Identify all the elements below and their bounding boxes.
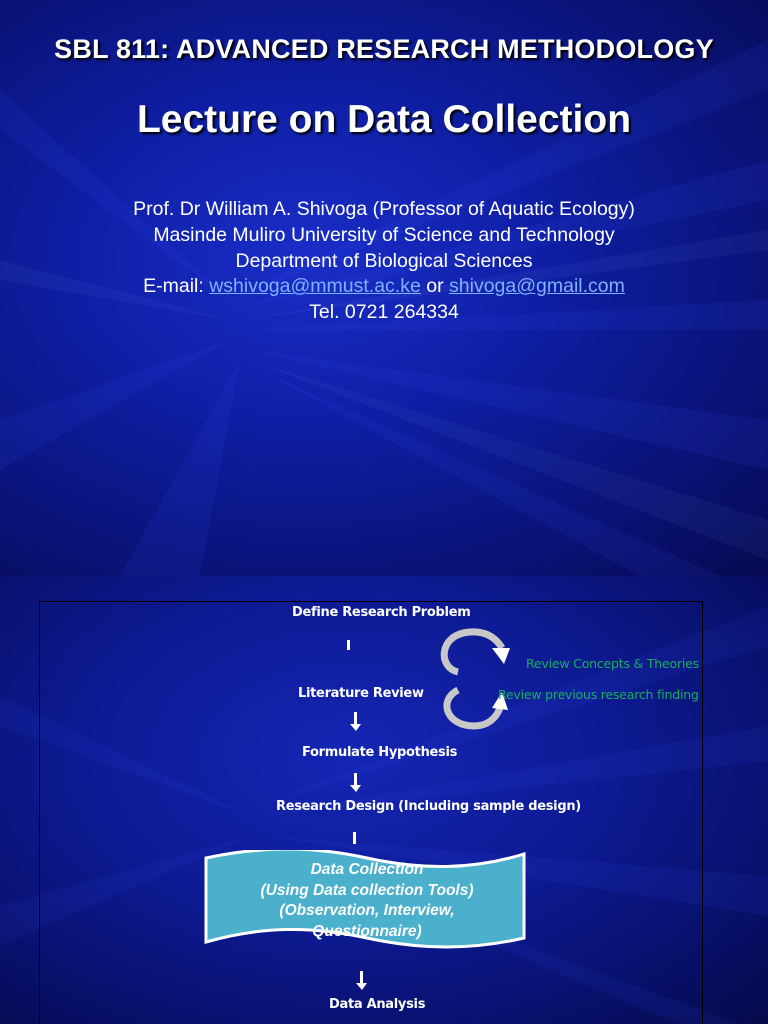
data-collection-box [202, 850, 532, 950]
email-line [0, 274, 768, 300]
email-separator: or [426, 275, 444, 298]
down-arrow-icon [350, 712, 362, 732]
author-line: Prof. Dr William A. Shivoga (Professor of Aquatic Ecology) [133, 198, 635, 220]
down-arrow-icon [356, 971, 368, 991]
data-collection-line-1: Data Collection [310, 861, 424, 878]
course-title: SBL 811: ADVANCED RESEARCH METHODOLOGY [54, 34, 714, 64]
email-link-primary[interactable]: wshivoga@mmust.ac.ke [209, 275, 421, 298]
data-collection-line-4: Questionnaire) [312, 922, 422, 940]
step-literature-review: Literature Review [298, 686, 424, 701]
author-info [0, 197, 768, 326]
note-review-concepts: Review Concepts & Theories [526, 656, 699, 671]
down-arrow-icon [345, 640, 353, 652]
lecture-title: Lecture on Data Collection [136, 98, 632, 141]
university-line: Masinde Muliro University of Science and Technology [153, 223, 615, 246]
department-line: Department of Biological Sciences [235, 249, 533, 272]
down-arrow-icon [351, 832, 359, 846]
review-cycle-icon [430, 628, 520, 734]
step-data-analysis: Data Analysis [329, 997, 426, 1012]
step-formulate-hypothesis: Formulate Hypothesis [302, 745, 458, 760]
step-research-design: Research Design (Including sample design) [276, 799, 581, 814]
data-collection-text [202, 850, 532, 950]
email-link-secondary[interactable]: shivoga@gmail.com [449, 275, 625, 298]
data-collection-line-3: (Observation, Interview, [279, 902, 455, 919]
note-review-findings: Review previous research finding [498, 687, 699, 702]
step-define-problem: Define Research Problem [292, 605, 471, 620]
data-collection-line-2: (Using Data collection Tools) [260, 881, 474, 899]
flowchart-slide [0, 576, 768, 1024]
down-arrow-icon [350, 773, 362, 793]
email-label: E-mail: [143, 275, 204, 298]
phone-line: Tel. 0721 264334 [309, 301, 459, 324]
